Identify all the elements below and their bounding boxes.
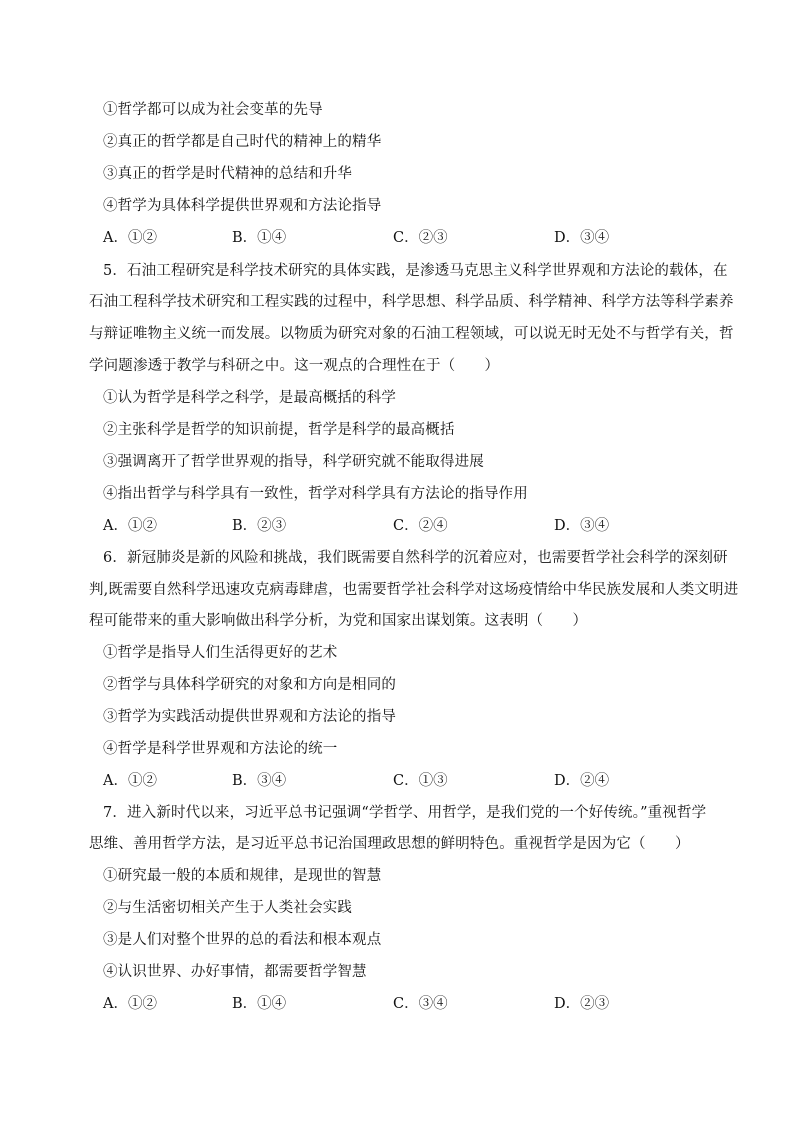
q6-stem-line-3: 程可能带来的重大影响做出科学分析，为党和国家出谋划策。这表明（ ） xyxy=(89,613,588,629)
q7-stem-line-1: 7．进入新时代以来，习近平总书记强调“学哲学、用哲学，是我们党的一个好传统。”重视哲学 xyxy=(103,805,707,821)
q7-statement-1: ①研究最一般的本质和规律，是现世的智慧 xyxy=(103,868,382,884)
q6-statement-4: ④哲学是科学世界观和方法论的统一 xyxy=(103,741,338,757)
q7-statement-3: ③是人们对整个世界的总的看法和根本观点 xyxy=(103,932,382,948)
q5-statement-3: ③强调离开了哲学世界观的指导，科学研究就不能取得进展 xyxy=(103,454,484,470)
q5-option-c[interactable]: C．②④ xyxy=(393,518,448,534)
q6-option-b[interactable]: B．③④ xyxy=(232,773,287,789)
q6-statement-2: ②哲学与具体科学研究的对象和方向是相同的 xyxy=(103,677,396,693)
q7-statement-4: ④认识世界、办好事情，都需要哲学智慧 xyxy=(103,964,367,980)
q5-stem-line-1: 5．石油工程研究是科学技术研究的具体实践，是渗透马克思主义科学世界观和方法论的载体，在 xyxy=(103,263,728,279)
q6-stem-line-1: 6．新冠肺炎是新的风险和挑战，我们既需要自然科学的沉着应对，也需要哲学社会科学的深刻研 xyxy=(103,550,728,566)
q5-option-b[interactable]: B．②③ xyxy=(232,518,287,534)
q7-option-d[interactable]: D．②③ xyxy=(554,996,610,1012)
q5-option-a[interactable]: A．①② xyxy=(103,518,157,534)
q4-option-a[interactable]: A．①② xyxy=(103,230,157,246)
q4-statement-2: ②真正的哲学都是自己时代的精神上的精华 xyxy=(103,134,382,150)
q4-statement-4: ④哲学为具体科学提供世界观和方法论指导 xyxy=(103,198,382,214)
q5-stem-line-2: 石油工程科学技术研究和工程实践的过程中，科学思想、科学品质、科学精神、科学方法等科学素养 xyxy=(89,294,734,310)
q7-option-a[interactable]: A．①② xyxy=(103,996,157,1012)
q5-statement-2: ②主张科学是哲学的知识前提，哲学是科学的最高概括 xyxy=(103,422,455,438)
q7-option-c[interactable]: C．③④ xyxy=(393,996,448,1012)
q5-stem-line-3: 与辩证唯物主义统一而发展。以物质为研究对象的石油工程领域，可以说无时无处不与哲学有关，哲 xyxy=(89,326,734,342)
q6-option-c[interactable]: C．①③ xyxy=(393,773,448,789)
q7-statement-2: ②与生活密切相关产生于人类社会实践 xyxy=(103,900,353,916)
q5-stem-line-4: 学问题渗透于教学与科研之中。这一观点的合理性在于（ ） xyxy=(89,358,500,374)
q5-statement-1: ①认为哲学是科学之科学，是最高概括的科学 xyxy=(103,390,396,406)
q7-option-b[interactable]: B．①④ xyxy=(232,996,287,1012)
q6-option-d[interactable]: D．②④ xyxy=(554,773,610,789)
q5-option-d[interactable]: D．③④ xyxy=(554,518,610,534)
q7-stem-line-2: 思维、善用哲学方法，是习近平总书记治国理政思想的鲜明特色。重视哲学是因为它（ ） xyxy=(89,836,690,852)
q4-option-c[interactable]: C．②③ xyxy=(393,230,448,246)
q6-statement-3: ③哲学为实践活动提供世界观和方法论的指导 xyxy=(103,709,396,725)
q5-statement-4: ④指出哲学与科学具有一致性，哲学对科学具有方法论的指导作用 xyxy=(103,486,528,502)
q6-statement-1: ①哲学是指导人们生活得更好的艺术 xyxy=(103,645,338,661)
q4-option-b[interactable]: B．①④ xyxy=(232,230,287,246)
q6-stem-line-2: 判,既需要自然科学迅速攻克病毒肆虐，也需要哲学社会科学对这场疫情给中华民族发展和人类文明进 xyxy=(89,582,739,598)
q4-statement-3: ③真正的哲学是时代精神的总结和升华 xyxy=(103,166,353,182)
q4-option-d[interactable]: D．③④ xyxy=(554,230,610,246)
q6-option-a[interactable]: A．①② xyxy=(103,773,157,789)
q4-statement-1: ①哲学都可以成为社会变革的先导 xyxy=(103,102,323,118)
